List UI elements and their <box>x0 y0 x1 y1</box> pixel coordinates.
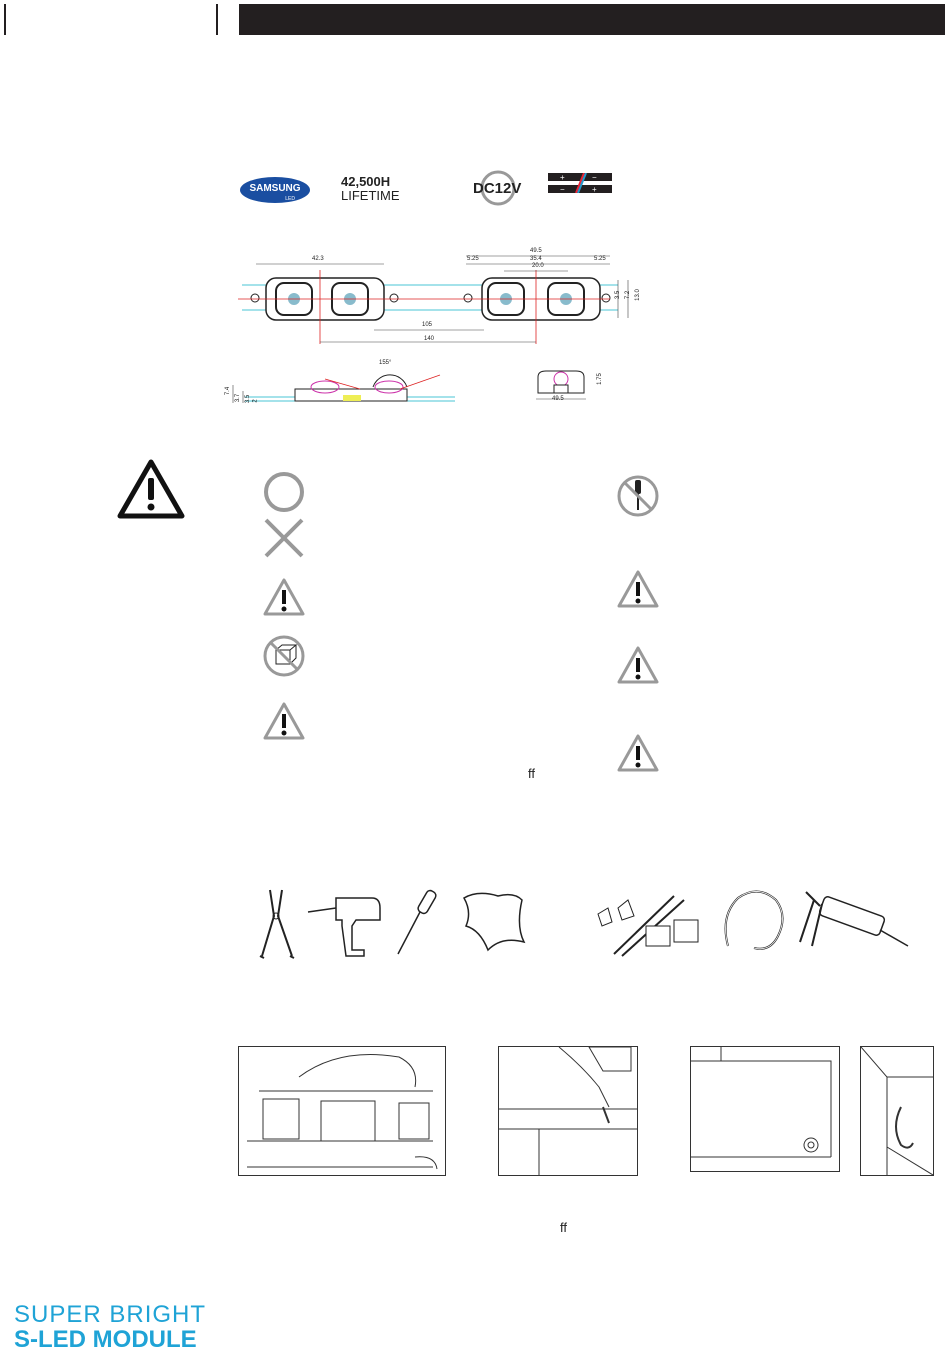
warning-icon <box>262 576 306 620</box>
circle-icon <box>262 470 306 514</box>
install-photo-drill <box>498 1046 638 1176</box>
brand-line-1: SUPER BRIGHT <box>14 1301 207 1328</box>
dim-h3: 13.0 <box>634 289 641 301</box>
dim-height-total: 7.4 <box>225 386 232 396</box>
header-left-spacer <box>4 33 5 35</box>
module-side-profile-diagram <box>225 355 465 410</box>
warning-icon <box>616 644 660 688</box>
dim-h2: 7.2 <box>625 290 632 300</box>
dim-end-width: 49.5 <box>552 396 564 402</box>
dim-h1: 3.5 <box>615 290 622 300</box>
header-mid-rule <box>216 4 218 35</box>
svg-text:−: − <box>560 185 565 193</box>
header-bar <box>239 4 945 35</box>
dim-span: 140 <box>424 336 435 342</box>
connectors-icon <box>594 886 714 960</box>
dim-profile-h1: 3.7 <box>235 393 242 403</box>
caution-warning-icon <box>116 458 186 520</box>
samsung-logo <box>239 176 311 204</box>
lifetime-badge <box>341 175 400 203</box>
dim-side-right: 5.25 <box>594 256 606 262</box>
no-crush-icon <box>262 634 306 678</box>
cloth-icon <box>458 886 528 960</box>
module-top-view-diagram <box>238 240 638 350</box>
install-photo-assemble <box>238 1046 446 1176</box>
cross-icon <box>262 516 306 560</box>
module-end-view-diagram <box>528 365 613 410</box>
header-left-rule <box>4 4 6 35</box>
samsung-logo-text: SAMSUNG <box>249 183 301 194</box>
warning-icon <box>616 732 660 776</box>
polarity-icon <box>548 173 612 193</box>
wire-stripper-icon <box>252 886 300 960</box>
screwdriver-icon <box>392 886 442 960</box>
dim-center: 35.4 <box>530 256 542 262</box>
voltage-label: DC12V <box>473 180 522 197</box>
ligature-text-1: ff <box>528 766 535 781</box>
dim-pitch: 42.3 <box>312 256 324 262</box>
lifetime-label: LIFETIME <box>341 188 400 203</box>
dim-profile-h2: 3.5 <box>245 394 252 404</box>
dim-end-height: 1.75 <box>596 373 603 385</box>
dim-angle: 155° <box>379 360 392 366</box>
cable-icon <box>718 886 788 960</box>
svg-text:−: − <box>592 173 597 182</box>
install-photo-hole <box>690 1046 840 1172</box>
svg-text:+: + <box>560 173 565 182</box>
dim-total-width: 49.5 <box>530 248 542 254</box>
caulking-gun-icon <box>790 886 910 960</box>
dim-side-left: 5.25 <box>467 256 479 262</box>
dim-gap: 105 <box>422 322 433 328</box>
dim-inner: 20.0 <box>532 263 544 269</box>
samsung-logo-sub: LED <box>285 196 295 202</box>
svg-text:+: + <box>592 185 597 193</box>
brand-line-2: S-LED MODULE <box>14 1326 197 1353</box>
drill-icon <box>306 886 384 960</box>
warning-icon <box>616 568 660 612</box>
dim-profile-h3: 2 <box>252 399 259 403</box>
ligature-text-2: ff <box>560 1220 567 1235</box>
warning-icon <box>262 700 306 744</box>
install-photo-cable-entry <box>860 1046 934 1176</box>
lifetime-value: 42,500H <box>341 174 391 189</box>
no-screwdriver-icon <box>616 474 660 518</box>
